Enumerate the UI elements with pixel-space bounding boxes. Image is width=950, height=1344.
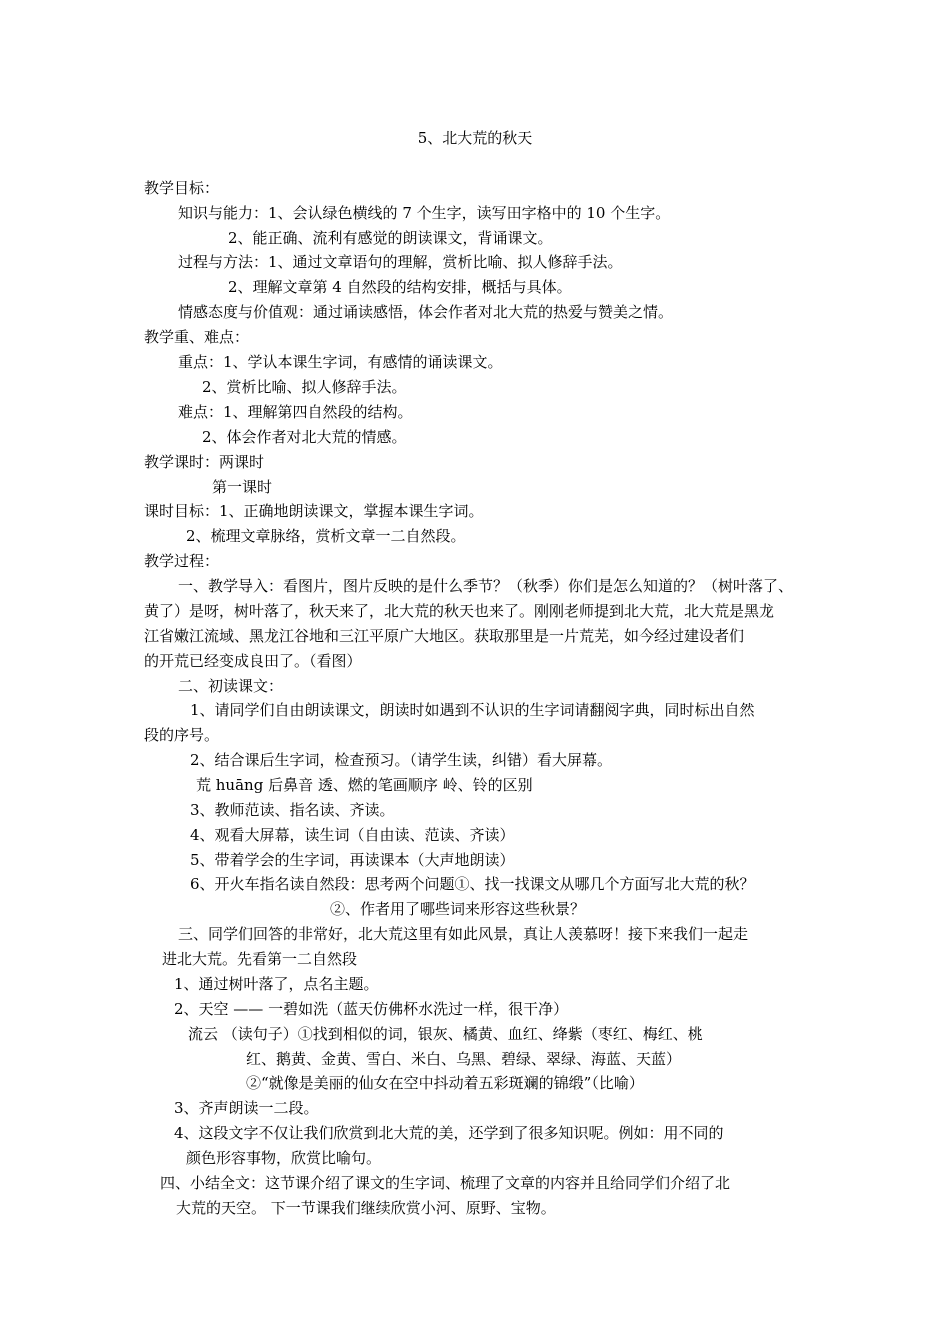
text-line: 5、带着学会的生字词，再读课本（大声地朗读） (190, 851, 515, 869)
text-line: 3、齐声朗读一二段。 (174, 1099, 319, 1117)
text-line: 1、请同学们自由朗读课文，朗读时如遇到不认识的生字词请翻阅字典，同时标出自然 (190, 701, 755, 719)
text-line: 的开荒已经变成良田了。（看图） (144, 652, 362, 670)
text-line: 难点：1、理解第四自然段的结构。 (178, 403, 413, 421)
text-line: ②“就像是美丽的仙女在空中抖动着五彩斑斓的锦缎”（比喻） (246, 1074, 644, 1092)
text-line: 4、这段文字不仅让我们欣赏到北大荒的美，还学到了很多知识呢。例如：用不同的 (174, 1124, 724, 1142)
text-line: 6、开火车指名读自然段：思考两个问题①、找一找课文从哪几个方面写北大荒的秋？ (190, 875, 755, 893)
text-line: 3、教师范读、指名读、齐读。 (190, 801, 395, 819)
section-heading-class-hours: 教学课时：两课时 (144, 453, 265, 471)
text-line: 江省嫩江流域、黑龙江谷地和三江平原广大地区。获取那里是一片荒芜，如今经过建设者们 (144, 627, 745, 645)
section-heading-first-lesson: 第一课时 (212, 478, 273, 496)
text-line: 2、天空 —— 一碧如洗（蓝天仿佛杯水洗过一样，很干净） (174, 1000, 569, 1018)
text-line: 4、观看大屏幕，读生词（自由读、范读、齐读） (190, 826, 515, 844)
section-heading-key-points: 教学重、难点： (144, 328, 250, 346)
section-heading-teaching-goals: 教学目标： (144, 179, 220, 197)
section-heading-teaching-process: 教学过程： (144, 552, 220, 570)
text-line: 2、能正确、流利有感觉的朗读课文，背诵课文。 (228, 229, 553, 247)
text-line: 2、赏析比喻、拟人修辞手法。 (202, 378, 407, 396)
text-line: 2、体会作者对北大荒的情感。 (202, 428, 407, 446)
text-line: 大荒的天空。 下一节课我们继续欣赏小河、原野、宝物。 (176, 1199, 556, 1217)
text-line: 知识与能力：1、会认绿色横线的 7 个生字，读写田字格中的 10 个生字。 (178, 204, 671, 222)
text-line: 荒 huāng 后鼻音 透、燃的笔画顺序 岭、铃的区别 (196, 776, 533, 794)
text-line: 段的序号。 (144, 726, 220, 744)
text-line: 二、初读课文： (178, 677, 284, 695)
text-line: 四、小结全文：这节课介绍了课文的生字词、梳理了文章的内容并且给同学们介绍了北 (160, 1174, 731, 1192)
text-line: 颜色形容事物，欣赏比喻句。 (186, 1149, 382, 1167)
text-line: 课时目标：1、正确地朗读课文，掌握本课生字词。 (144, 502, 484, 520)
text-line: 重点：1、学认本课生字词，有感情的诵读课文。 (178, 353, 503, 371)
text-line: 过程与方法：1、通过文章语句的理解，赏析比喻、拟人修辞手法。 (178, 253, 623, 271)
text-line: 一、教学导入：看图片，图片反映的是什么季节？（秋季）你们是怎么知道的？（树叶落了、 (178, 577, 794, 595)
text-line: 2、结合课后生字词，检查预习。（请学生读，纠错）看大屏幕。 (190, 751, 613, 769)
text-line: 2、梳理文章脉络，赏析文章一二自然段。 (186, 527, 466, 545)
text-line: 2、理解文章第 4 自然段的结构安排，概括与具体。 (228, 278, 572, 296)
text-line: 红、鹅黄、金黄、雪白、米白、乌黑、碧绿、翠绿、海蓝、天蓝） (246, 1050, 682, 1068)
text-line: 黄了）是呀，树叶落了，秋天来了，北大荒的秋天也来了。刚刚老师提到北大荒，北大荒是黑龙 (144, 602, 775, 620)
text-line: 三、同学们回答的非常好，北大荒这里有如此风景，真让人羡慕呀！接下来我们一起走 (178, 925, 749, 943)
text-line: ②、作者用了哪些词来形容这些秋景？ (330, 900, 586, 918)
text-line: 情感态度与价值观：通过诵读感悟，体会作者对北大荒的热爱与赞美之情。 (178, 303, 674, 321)
text-line: 1、通过树叶落了，点名主题。 (174, 975, 379, 993)
text-line: 流云 （读句子）①找到相似的词，银灰、橘黄、血红、绛紫（枣红、梅红、桃 (188, 1025, 703, 1043)
document-title: 5、北大荒的秋天 (417, 129, 533, 147)
text-line: 进北大荒。先看第一二自然段 (162, 950, 358, 968)
